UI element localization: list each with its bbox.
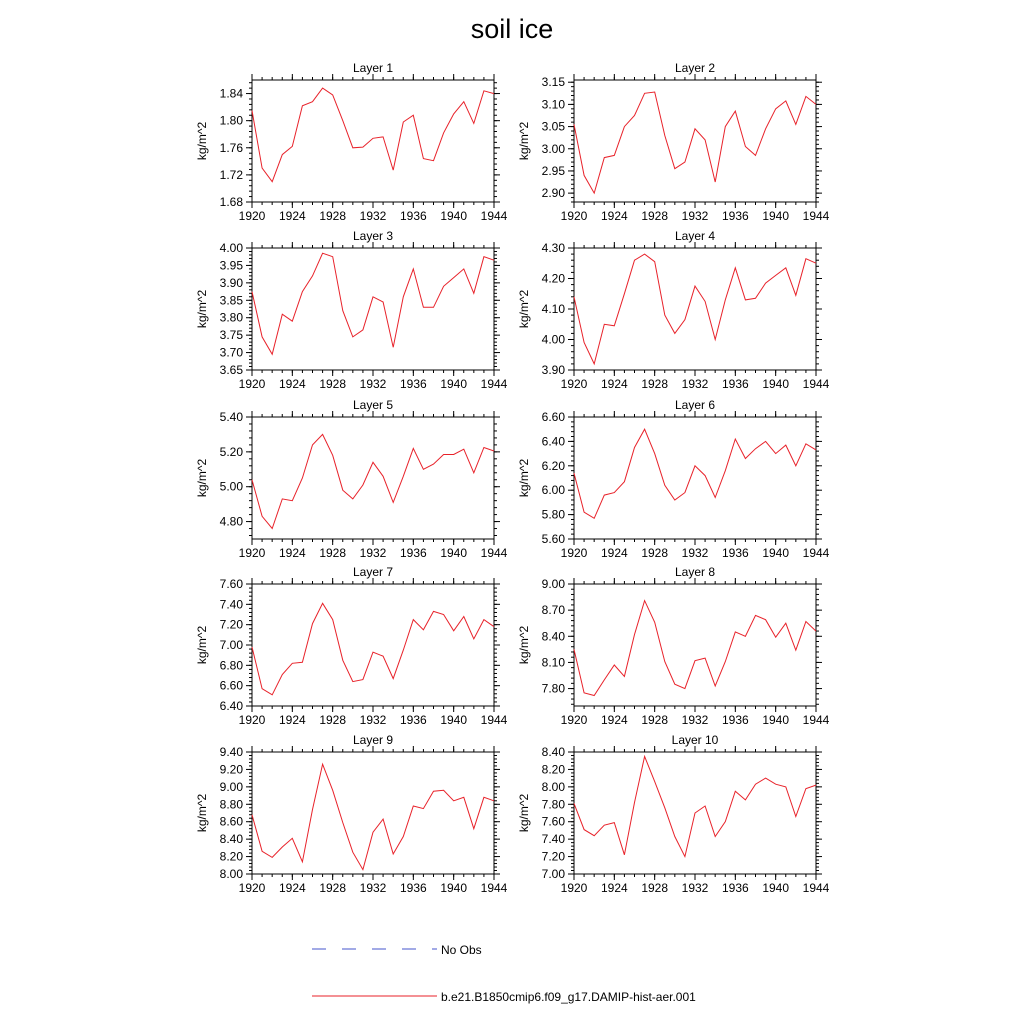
- y-tick-label: 5.60: [541, 532, 565, 546]
- y-tick-label: 4.20: [541, 271, 565, 286]
- x-tick-label: 1924: [600, 546, 628, 560]
- x-tick-label: 1920: [560, 881, 588, 895]
- y-tick-label: 3.75: [219, 328, 243, 343]
- plot-frame: [574, 248, 816, 370]
- x-tick-label: 1936: [721, 713, 749, 727]
- y-tick-label: 8.40: [541, 745, 565, 759]
- x-tick-label: 1920: [560, 377, 588, 391]
- x-tick-label: 1928: [641, 377, 669, 391]
- y-tick-label: 3.90: [219, 275, 243, 290]
- y-tick-label: 7.60: [219, 577, 243, 591]
- x-tick-label: 1932: [359, 377, 387, 391]
- panel-title: Layer 4: [674, 229, 716, 243]
- chart-panel-layer-5: [195, 398, 508, 560]
- x-tick-label: 1936: [399, 881, 427, 895]
- legend-model-label: b.e21.B1850cmip6.f09_g17.DAMIP-hist-aer.001: [441, 990, 696, 1004]
- x-tick-label: 1920: [238, 713, 266, 727]
- y-tick-label: 6.40: [219, 699, 243, 713]
- x-tick-label: 1944: [802, 713, 830, 727]
- x-tick-label: 1924: [600, 881, 628, 895]
- y-tick-label: 3.90: [541, 363, 565, 377]
- chart-panel-layer-4: [517, 229, 830, 391]
- y-tick-label: 8.40: [541, 629, 565, 644]
- y-tick-label: 3.05: [541, 119, 565, 134]
- x-tick-label: 1924: [600, 713, 628, 727]
- y-tick-label: 4.00: [219, 241, 243, 255]
- series-line: [252, 434, 494, 528]
- x-tick-label: 1940: [762, 209, 790, 223]
- y-tick-label: 2.90: [541, 186, 565, 201]
- chart-panel-layer-7: [195, 565, 508, 727]
- x-tick-label: 1932: [359, 209, 387, 223]
- y-tick-label: 8.40: [219, 832, 243, 847]
- x-tick-label: 1940: [440, 209, 468, 223]
- x-tick-label: 1920: [560, 713, 588, 727]
- x-tick-label: 1932: [681, 377, 709, 391]
- y-tick-label: 5.20: [219, 444, 243, 459]
- x-tick-label: 1936: [721, 209, 749, 223]
- x-tick-label: 1932: [359, 881, 387, 895]
- y-axis-label: kg/m^2: [195, 121, 209, 161]
- y-axis-label: kg/m^2: [195, 793, 209, 833]
- x-tick-label: 1940: [440, 546, 468, 560]
- y-tick-label: 7.20: [541, 849, 565, 864]
- y-tick-label: 1.68: [219, 195, 243, 209]
- x-tick-label: 1928: [319, 713, 347, 727]
- plot-frame: [574, 584, 816, 706]
- y-tick-label: 1.76: [219, 140, 243, 155]
- y-tick-label: 1.80: [219, 113, 243, 128]
- series-line: [574, 429, 816, 518]
- x-tick-label: 1924: [278, 546, 306, 560]
- y-tick-label: 8.20: [541, 762, 565, 777]
- x-tick-label: 1936: [721, 881, 749, 895]
- series-line: [574, 92, 816, 193]
- x-tick-label: 1944: [480, 209, 508, 223]
- x-tick-label: 1928: [319, 546, 347, 560]
- plot-frame: [252, 752, 494, 874]
- x-tick-label: 1928: [319, 209, 347, 223]
- panel-title: Layer 2: [674, 61, 716, 75]
- y-tick-label: 9.40: [219, 745, 243, 759]
- y-tick-label: 3.80: [219, 310, 243, 325]
- x-tick-label: 1920: [238, 881, 266, 895]
- panel-title: Layer 5: [352, 398, 394, 412]
- x-tick-label: 1920: [238, 546, 266, 560]
- x-tick-label: 1932: [681, 209, 709, 223]
- y-tick-label: 5.80: [541, 507, 565, 522]
- x-tick-label: 1920: [238, 377, 266, 391]
- y-tick-label: 3.00: [541, 141, 565, 156]
- y-tick-label: 1.72: [219, 167, 243, 182]
- chart-panel-layer-2: [517, 61, 830, 223]
- x-tick-label: 1936: [399, 209, 427, 223]
- x-tick-label: 1944: [802, 546, 830, 560]
- x-tick-label: 1940: [762, 546, 790, 560]
- series-line: [574, 254, 816, 364]
- chart-panel-layer-10: [517, 733, 830, 895]
- series-line: [252, 253, 494, 354]
- y-tick-label: 6.60: [219, 678, 243, 693]
- panel-title: Layer 1: [352, 61, 394, 75]
- chart-panel-layer-1: [195, 61, 508, 223]
- y-tick-label: 8.80: [219, 797, 243, 812]
- y-tick-label: 8.10: [541, 655, 565, 670]
- y-tick-label: 8.60: [219, 814, 243, 829]
- series-line: [252, 88, 494, 182]
- page-title: soil ice: [470, 14, 554, 44]
- x-tick-label: 1924: [600, 377, 628, 391]
- y-tick-label: 8.00: [541, 779, 565, 794]
- y-tick-label: 7.80: [541, 797, 565, 812]
- chart-panels: [195, 61, 830, 895]
- x-tick-label: 1940: [762, 713, 790, 727]
- y-axis-label: kg/m^2: [517, 289, 531, 329]
- y-tick-label: 3.65: [219, 363, 243, 377]
- y-tick-label: 3.70: [219, 345, 243, 360]
- x-tick-label: 1936: [399, 546, 427, 560]
- series-line: [252, 764, 494, 869]
- x-tick-label: 1920: [238, 209, 266, 223]
- x-tick-label: 1928: [641, 546, 669, 560]
- y-tick-label: 8.00: [219, 867, 243, 881]
- y-tick-label: 7.60: [541, 814, 565, 829]
- panel-title: Layer 3: [352, 229, 394, 243]
- y-tick-label: 6.00: [541, 483, 565, 498]
- legend-obs-label: No Obs: [441, 943, 482, 957]
- y-tick-label: 9.20: [219, 762, 243, 777]
- y-tick-label: 3.15: [541, 75, 565, 90]
- panel-title: Layer 9: [352, 733, 394, 747]
- x-tick-label: 1944: [802, 377, 830, 391]
- x-tick-label: 1944: [802, 209, 830, 223]
- y-axis-label: kg/m^2: [195, 289, 209, 329]
- panel-title: Layer 7: [352, 565, 394, 579]
- x-tick-label: 1932: [359, 713, 387, 727]
- chart-panel-layer-3: [195, 229, 508, 391]
- panel-title: Layer 8: [674, 565, 716, 579]
- series-line: [574, 601, 816, 696]
- y-tick-label: 1.84: [219, 86, 243, 101]
- y-axis-label: kg/m^2: [517, 458, 531, 498]
- y-tick-label: 7.40: [219, 597, 243, 612]
- y-tick-label: 6.20: [541, 458, 565, 473]
- chart-panel-layer-8: [517, 565, 830, 727]
- y-tick-label: 7.00: [219, 638, 243, 652]
- x-tick-label: 1928: [641, 881, 669, 895]
- x-tick-label: 1928: [319, 881, 347, 895]
- x-tick-label: 1944: [802, 881, 830, 895]
- x-tick-label: 1924: [278, 377, 306, 391]
- x-tick-label: 1924: [278, 209, 306, 223]
- plot-frame: [252, 80, 494, 202]
- series-line: [574, 756, 816, 856]
- x-tick-label: 1920: [560, 209, 588, 223]
- x-tick-label: 1940: [440, 881, 468, 895]
- y-tick-label: 4.30: [541, 241, 565, 255]
- y-tick-label: 7.40: [541, 832, 565, 847]
- x-tick-label: 1928: [641, 713, 669, 727]
- y-tick-label: 3.10: [541, 97, 565, 112]
- y-tick-label: 6.80: [219, 658, 243, 673]
- y-tick-label: 7.80: [541, 681, 565, 696]
- x-tick-label: 1920: [560, 546, 588, 560]
- y-tick-label: 4.00: [541, 332, 565, 347]
- y-tick-label: 6.60: [541, 410, 565, 424]
- panel-title: Layer 6: [674, 398, 716, 412]
- plot-frame: [252, 584, 494, 706]
- y-axis-label: kg/m^2: [517, 121, 531, 161]
- chart-panel-layer-6: [517, 398, 830, 560]
- plot-frame: [574, 417, 816, 539]
- x-tick-label: 1940: [440, 713, 468, 727]
- plot-frame: [252, 248, 494, 370]
- plot-frame: [252, 417, 494, 539]
- y-tick-label: 8.70: [541, 603, 565, 618]
- y-axis-label: kg/m^2: [195, 458, 209, 498]
- y-tick-label: 5.00: [219, 479, 243, 494]
- y-tick-label: 5.40: [219, 410, 243, 424]
- series-line: [252, 603, 494, 695]
- y-tick-label: 3.85: [219, 293, 243, 308]
- y-tick-label: 2.95: [541, 163, 565, 178]
- y-tick-label: 8.20: [219, 849, 243, 864]
- y-tick-label: 6.40: [541, 434, 565, 449]
- x-tick-label: 1928: [641, 209, 669, 223]
- y-tick-label: 9.00: [541, 577, 565, 591]
- x-tick-label: 1924: [278, 881, 306, 895]
- chart-panel-layer-9: [195, 733, 508, 895]
- y-tick-label: 3.95: [219, 258, 243, 273]
- plot-frame: [574, 80, 816, 202]
- x-tick-label: 1936: [721, 377, 749, 391]
- y-tick-label: 7.20: [219, 617, 243, 632]
- x-tick-label: 1944: [480, 546, 508, 560]
- panel-title: Layer 10: [671, 733, 719, 747]
- x-tick-label: 1936: [721, 546, 749, 560]
- y-axis-label: kg/m^2: [517, 625, 531, 665]
- x-tick-label: 1944: [480, 713, 508, 727]
- y-axis-label: kg/m^2: [517, 793, 531, 833]
- legend: [312, 943, 696, 1004]
- x-tick-label: 1924: [600, 209, 628, 223]
- x-tick-label: 1940: [440, 377, 468, 391]
- x-tick-label: 1936: [399, 713, 427, 727]
- x-tick-label: 1932: [681, 713, 709, 727]
- x-tick-label: 1944: [480, 881, 508, 895]
- x-tick-label: 1924: [278, 713, 306, 727]
- y-tick-label: 4.80: [219, 514, 243, 529]
- x-tick-label: 1944: [480, 377, 508, 391]
- y-tick-label: 7.00: [541, 867, 565, 881]
- x-tick-label: 1932: [681, 546, 709, 560]
- y-axis-label: kg/m^2: [195, 625, 209, 665]
- x-tick-label: 1928: [319, 377, 347, 391]
- x-tick-label: 1940: [762, 881, 790, 895]
- y-tick-label: 9.00: [219, 779, 243, 794]
- x-tick-label: 1932: [359, 546, 387, 560]
- x-tick-label: 1936: [399, 377, 427, 391]
- y-tick-label: 4.10: [541, 302, 565, 316]
- x-tick-label: 1932: [681, 881, 709, 895]
- x-tick-label: 1940: [762, 377, 790, 391]
